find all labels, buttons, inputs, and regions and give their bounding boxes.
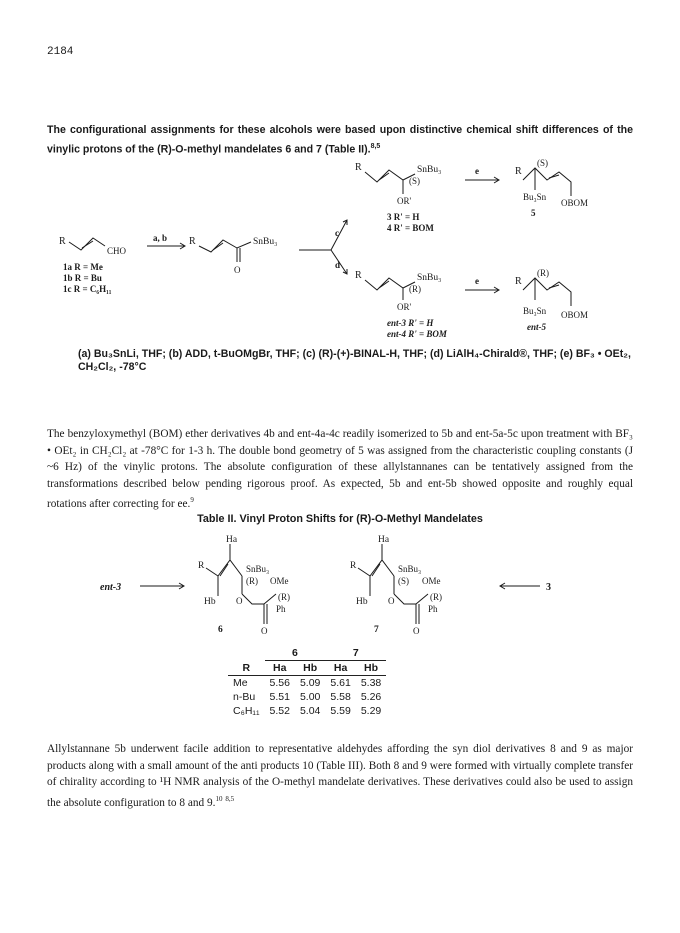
reaction-scheme <box>47 150 633 346</box>
table-left-from: ent-3 <box>100 582 122 593</box>
prodent5-label: ent-5 <box>527 322 546 332</box>
right-r-stereo: (R) <box>430 592 442 602</box>
left-stereo: (R) <box>246 576 258 586</box>
right-r: R <box>350 561 357 571</box>
bottom-cmpd-ent3: ent-3 R' = H <box>387 318 434 328</box>
table-row <box>228 690 386 704</box>
legend-1b: 1b R = Bu <box>63 273 102 283</box>
cell-r: C₆H₁₁ <box>233 705 260 717</box>
cell-value: 5.61 <box>325 676 355 691</box>
top-cmpd-3: 3 R' = H <box>387 212 420 222</box>
table-row <box>228 676 386 691</box>
prod5-r: R <box>515 166 522 177</box>
step-ab: a, b <box>153 233 168 243</box>
top-stereo: (S) <box>409 176 420 186</box>
prodent5-stereo: (R) <box>537 268 549 278</box>
cell-r: Me <box>228 676 265 691</box>
cell-value: 5.58 <box>330 691 351 703</box>
legend-1c: 1c R = C₆H₁₁ <box>63 284 112 294</box>
bottom-or: OR' <box>397 302 412 312</box>
prodent5-bu3sn: Bu₃Sn <box>523 306 547 316</box>
cell-value: 5.29 <box>360 705 382 717</box>
cell-value: 5.52 <box>269 705 290 717</box>
left-r: R <box>198 561 205 571</box>
header-6-hb: Hb <box>303 662 318 674</box>
header-7-hb: Hb <box>364 662 379 674</box>
prod5-stereo: (S) <box>537 158 548 168</box>
header-6-ha: Ha <box>273 662 287 674</box>
cell-value: 5.56 <box>265 676 295 691</box>
left-r-stereo: (R) <box>278 592 290 602</box>
header-7-ha: Ha <box>333 662 348 674</box>
cell-value: 5.51 <box>269 691 290 703</box>
cell-value: 5.09 <box>295 676 325 691</box>
col-group-7: 7 <box>325 646 386 661</box>
table-right-from: 3 <box>546 582 551 593</box>
right-ph: Ph <box>428 604 438 614</box>
bottom-r: R <box>355 270 362 281</box>
right-ha: Ha <box>378 535 390 545</box>
left-o: O <box>236 596 243 606</box>
step-c: c <box>335 228 339 238</box>
vinyl-shift-table <box>228 646 386 718</box>
left-snbu3: SnBu₃ <box>246 564 270 574</box>
paragraph3-refs-a: 10 <box>215 794 223 803</box>
paragraph3-refs-b: 8,5 <box>225 794 235 803</box>
bottom-snbu3: SnBu₃ <box>417 273 442 283</box>
bottom-stereo: (R) <box>409 284 421 294</box>
top-r: R <box>355 162 362 173</box>
left-carbonyl-o: O <box>261 626 268 636</box>
prod5-label: 5 <box>531 208 536 218</box>
ketone-r: R <box>189 236 196 247</box>
cell-value: 5.00 <box>299 691 321 703</box>
prod5-bu3sn: Bu₃Sn <box>523 192 547 202</box>
cell-value: 5.59 <box>330 705 351 717</box>
right-stereo: (S) <box>398 576 409 586</box>
table-row <box>228 704 386 718</box>
start-r: R <box>59 236 66 247</box>
bottom-cmpd-ent4: ent-4 R' = BOM <box>387 329 447 339</box>
paragraph2-ref: 9 <box>190 496 194 505</box>
ketone-o: O <box>234 265 241 275</box>
top-step-e: e <box>475 166 479 176</box>
paragraph-bom-ether <box>47 426 633 513</box>
col-group-6: 6 <box>265 646 326 661</box>
paragraph1-text: The configurational assignments for these alcohols were based upon distinctive chemical shift differences of the vinylic protons of the (R)-O-methyl mandelates 6 and 7 (Table II). <box>47 124 633 156</box>
left-ha: Ha <box>226 535 238 545</box>
right-carbonyl-o: O <box>413 626 420 636</box>
table-left-label: 6 <box>218 625 223 635</box>
top-cmpd-4: 4 R' = BOM <box>387 223 434 233</box>
right-snbu3: SnBu₃ <box>398 564 422 574</box>
cell-r: n-Bu <box>233 691 256 703</box>
top-or: OR' <box>397 196 412 206</box>
reagents-caption: (a) Bu₃SnLi, THF; (b) ADD, t-BuOMgBr, THF; (c) (R)-(+)-BINAL-H, THF; (d) LiAlH₄-Chirald®, THF; (e) BF₃ • OEt₂, CH₂Cl₂, -78°C <box>78 348 631 373</box>
paragraph2-text: The benzyloxymethyl (BOM) ether derivatives 4b and ent-4a-4c readily isomerized to 5b and ent-5a-5c upon treatment with BF₃ • OEt₂ in CH₂Cl₂ at -78°C for 1-3 h. The double bond geometry of 5 was assigned from the characteristic coupling constants (J ~6 Hz) of the vinylic protons. The absolute configuration of these allylstannanes can be tentatively assigned from the transformations described below pending rigorous proof. As expected, 5b and ent-5b showed opposite and roughly equal rotations after correcting for ee. <box>47 428 633 511</box>
ketone-snbu3: SnBu₃ <box>253 237 278 247</box>
start-cho: CHO <box>107 246 127 256</box>
cell-value: 5.04 <box>299 705 321 717</box>
right-hb: Hb <box>356 597 368 607</box>
top-snbu3: SnBu₃ <box>417 165 442 175</box>
left-hb: Hb <box>204 597 216 607</box>
right-ome: OMe <box>422 576 441 586</box>
legend-1a: 1a R = Me <box>63 262 103 272</box>
right-o: O <box>388 596 395 606</box>
table-structures <box>100 532 580 644</box>
paragraph1-refs: 8,5 <box>370 142 381 150</box>
left-ph: Ph <box>276 604 286 614</box>
table-right-label: 7 <box>374 625 379 635</box>
left-ome: OMe <box>270 576 289 586</box>
cell-value: 5.26 <box>360 691 382 703</box>
prodent5-r: R <box>515 276 522 287</box>
prodent5-obom: OBOM <box>561 310 589 320</box>
step-d: d <box>335 260 341 270</box>
bottom-step-e: e <box>475 276 479 286</box>
paragraph-allylstannane-addition <box>47 741 633 811</box>
header-r: R <box>242 661 251 674</box>
paragraph3-text: Allylstannane 5b underwent facile addition to representative aldehydes affording the syn diol derivatives 8 and 9 as major products along with a small amount of the anti products 10 (Table III). Both 8 and 9 were formed with virtually complete transfer of chirality according to ¹H NMR analysis of the O-methyl mandelate derivatives. These derivatives could also be used to assign the absolute configuration to 8 and 9. <box>47 743 633 809</box>
page-number: 2184 <box>47 46 74 58</box>
cell-value: 5.38 <box>356 676 386 691</box>
table-title: Table II. Vinyl Proton Shifts for (R)-O-Methyl Mandelates <box>197 513 483 525</box>
prod5-obom: OBOM <box>561 198 589 208</box>
